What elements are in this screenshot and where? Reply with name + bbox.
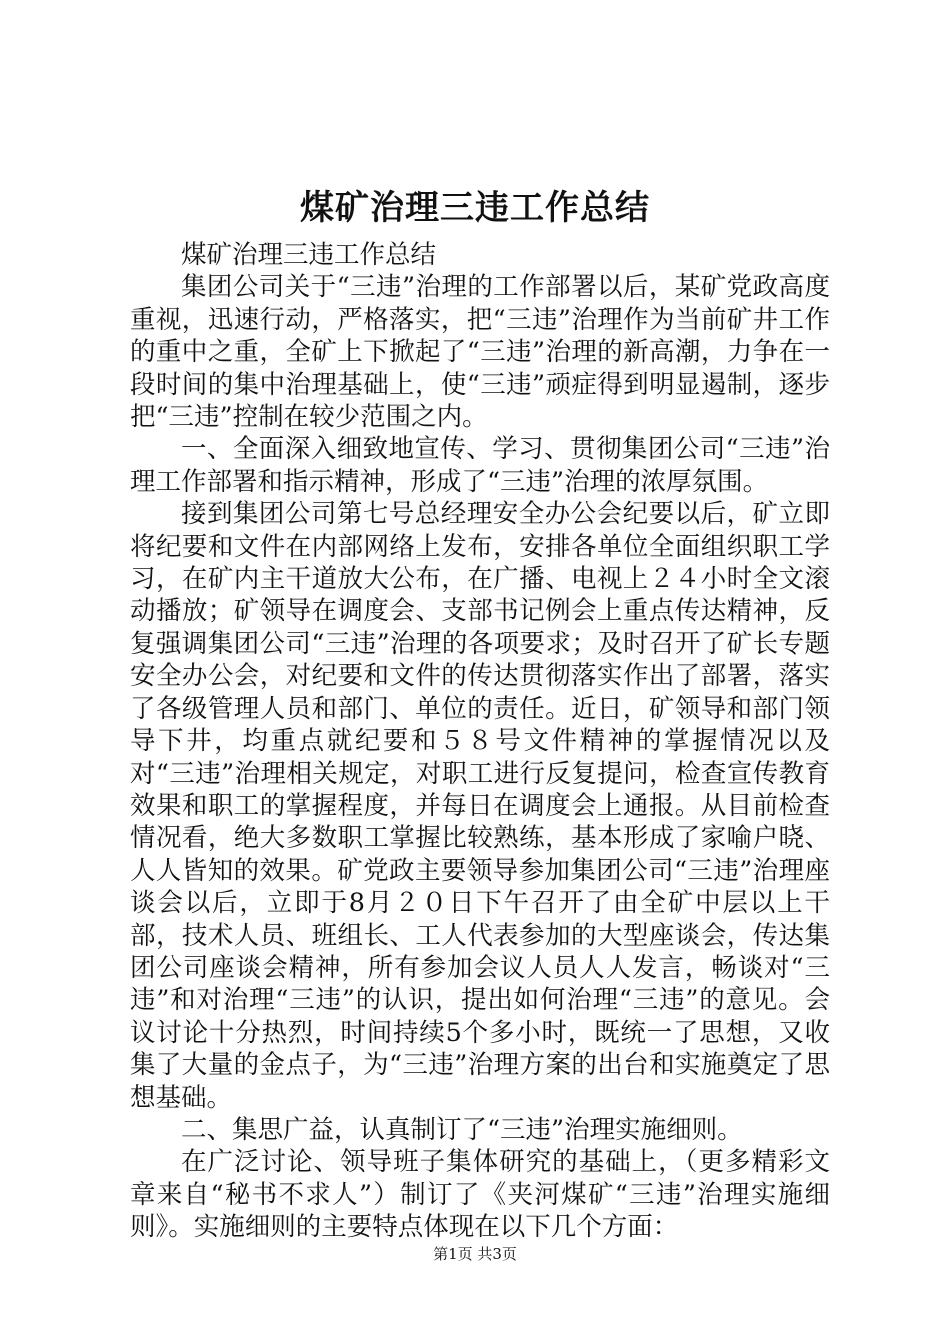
page-footer xyxy=(0,1244,950,1264)
page-number-total: 共3页 xyxy=(477,1245,517,1263)
paragraph-heading-two: 二、集思广益，认真制订了“三违”治理实施细则。 xyxy=(181,1114,743,1145)
document-title: 煤矿治理三违工作总结 xyxy=(300,188,650,228)
page-number-current: 第1页 xyxy=(433,1245,473,1263)
document-body xyxy=(130,239,830,1244)
paragraph-section-one-body: 接到集团公司第七号总经理安全办公会纪要以后，矿立即将纪要和文件在内部网络上发布，安排各单位全面组织职工学习，在矿内主干道放大公布，在广播、电视上２４小时全文滚动播放；矿领导在调度会、支部书记例会上重点传达精神，反复强调集团公司“三违”治理的各项要求；及时召开了矿长专题安全办公会，对纪要和文件的传达贯彻落实作出了部署，落实了各级管理人员和部门、单位的责任。近日，矿领导和部门领导下井，均重点就纪要和５８号文件精神的掌握情况以及对“三违”治理相关规定，对职工进行反复提问，检查宣传教育效果和职工的掌握程度，并每日在调度会上通报。从目前检查情况看，绝大多数职工掌握比较熟练，基本形成了家喻户晓、人人皆知的效果。矿党政主要领导参加集团公司“三违”治理座谈会以后，立即于8月２０日下午召开了由全矿中层以上干部，技术人员、班组长、工人代表参加的大型座谈会，传达集团公司座谈会精神，所有参加会议人员人人发言，畅谈对“三违”和对治理“三违”的认识，提出如何治理“三违”的意见。会议讨论十分热烈，时间持续5个多小时，既统一了思想，又收集了大量的金点子，为“三违”治理方案的出台和实施奠定了思想基础。 xyxy=(130,499,830,1113)
paragraph-intro: 集团公司关于“三违”治理的工作部署以后，某矿党政高度重视，迅速行动，严格落实，把“三违”治理作为当前矿井工作的重中之重，全矿上下掀起了“三违”治理的新高潮，力争在一段时间的集中治理基础上，使“三违”顽症得到明显遏制，逐步把“三违”控制在较少范围之内。 xyxy=(130,272,830,433)
paragraph-heading-one: 一、全面深入细致地宣传、学习、贯彻集团公司“三违”治理工作部署和指示精神，形成了“三违”治理的浓厚氛围。 xyxy=(130,434,830,497)
paragraph-subtitle: 煤矿治理三违工作总结 xyxy=(181,240,437,270)
paragraph-section-two-body: 在广泛讨论、领导班子集体研究的基础上，（更多精彩文章来自“秘书不求人”）制订了《夹河煤矿“三违”治理实施细则》。实施细则的主要特点体现在以下几个方面： xyxy=(130,1147,830,1243)
